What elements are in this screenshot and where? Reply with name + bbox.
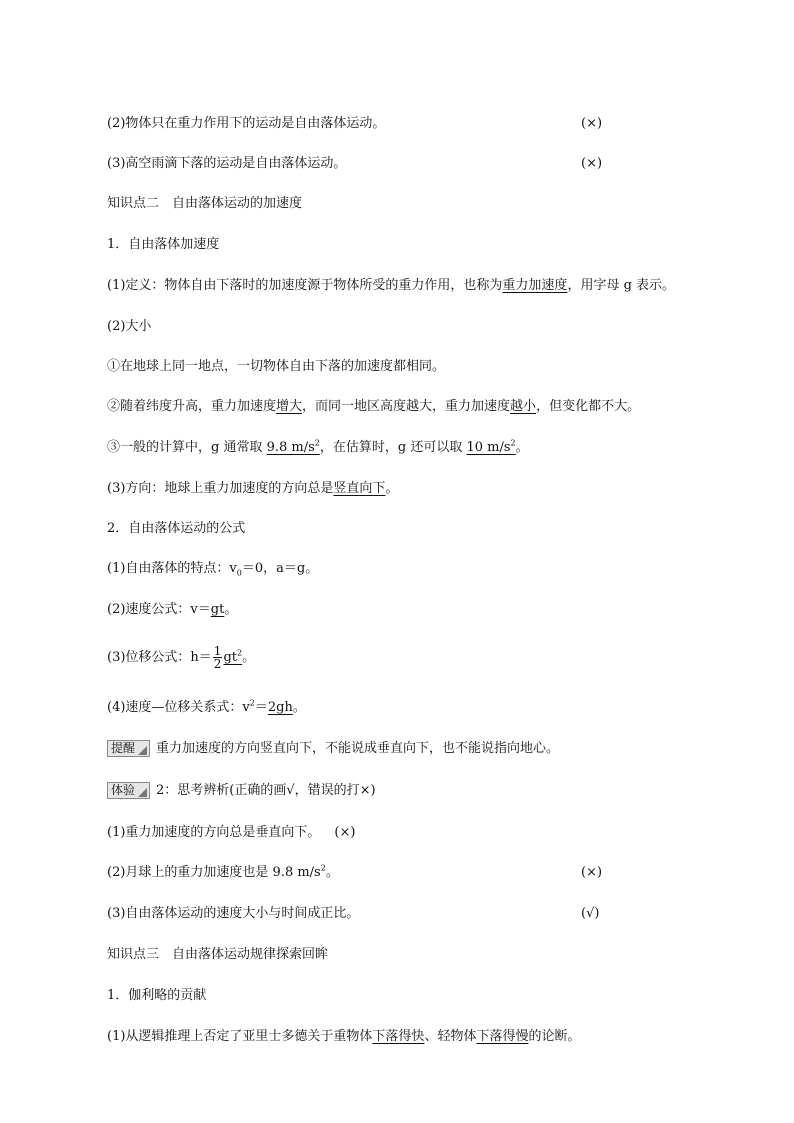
question-3-mark: (×) — [581, 156, 603, 171]
text: 。 — [515, 440, 529, 455]
underlined-answer: 重力加速度 — [502, 278, 568, 293]
unit-text: 9.8 m/s — [266, 440, 315, 455]
underlined-answer: 2gh — [267, 700, 293, 715]
section-heading-kp3: 知识点三 自由落体运动规律探索回眸 — [107, 947, 329, 962]
text: (2)月球上的重力加速度也是 9.8 m/s — [107, 865, 321, 880]
question-2-mark: (×) — [581, 116, 603, 131]
underlined-answer — [212, 644, 243, 671]
question-2: (2)物体只在重力作用下的运动是自由落体运动。 — [107, 116, 386, 131]
text: 。 — [292, 700, 306, 715]
formula-text: gt — [223, 650, 237, 665]
fraction — [213, 645, 223, 670]
underlined-answer: 下落得慢 — [476, 1029, 529, 1044]
experience-badge: 体验 — [107, 782, 150, 799]
text: (1)定义：物体自由下落时的加速度源于物体所受的重力作用，也称为 — [107, 278, 503, 293]
galileo-point-1 — [107, 1028, 580, 1046]
tip-text: 重力加速度的方向竖直向下，不能说成垂直向下，也不能说指向地心。 — [156, 741, 560, 756]
exercise-1 — [107, 824, 355, 842]
experience-text: 2：思考辨析(正确的画√，错误的打×) — [156, 783, 376, 798]
text: (3)位移公式：h＝ — [107, 650, 212, 665]
exercise-3-mark: (√) — [581, 906, 600, 921]
section-heading-kp2: 知识点二 自由落体运动的加速度 — [107, 196, 303, 211]
text: ，用字母 g 表示。 — [567, 278, 676, 293]
superscript: 2 — [510, 438, 516, 448]
text: ③一般的计算中，g 通常取 — [107, 440, 267, 455]
formula-3 — [107, 643, 255, 673]
fraction-numerator: 1 — [213, 644, 222, 658]
underlined-answer: 增大 — [276, 399, 303, 414]
text: 。 — [242, 650, 256, 665]
subheading-acceleration: 1．自由落体加速度 — [107, 237, 220, 252]
text: 、轻物体 — [424, 1029, 477, 1044]
superscript: 2 — [236, 648, 243, 658]
text: (4)速度—位移关系式：v — [107, 700, 250, 715]
underlined-answer: 越小 — [510, 399, 537, 414]
text: (2)速度公式：v＝ — [107, 602, 211, 617]
exercise-2-mark: (×) — [581, 865, 603, 880]
exercise-2 — [107, 864, 339, 882]
subscript: 0 — [236, 568, 242, 578]
text: 。 — [385, 481, 399, 496]
text: ＝ — [254, 700, 268, 715]
underlined-answer: gt — [210, 602, 225, 617]
underlined-answer: 竖直向下 — [333, 481, 386, 496]
subheading-galileo: 1．伽利略的贡献 — [107, 988, 207, 1003]
text: 。 — [325, 865, 339, 880]
exercise-3: (3)自由落体运动的速度大小与时间成正比。 — [107, 906, 360, 921]
fraction-denominator: 2 — [213, 657, 222, 671]
underlined-answer: 下落得快 — [372, 1029, 425, 1044]
underlined-answer — [267, 440, 320, 455]
point-3 — [107, 439, 529, 457]
formula-1 — [107, 560, 318, 578]
unit-text: 10 m/s — [466, 440, 511, 455]
definition-line — [107, 277, 675, 295]
superscript: 2 — [320, 863, 326, 873]
superscript: 2 — [314, 438, 320, 448]
text: ，但变化都不大。 — [536, 399, 641, 414]
exercise-1-mark: (×) — [334, 825, 356, 840]
formula-4 — [107, 699, 306, 717]
text: ＝0，a＝g。 — [241, 561, 319, 576]
text: 。 — [224, 602, 238, 617]
text: (1)从逻辑推理上否定了亚里士多德关于重物体 — [107, 1029, 373, 1044]
text: ，在估算时，g 还可以取 — [319, 440, 467, 455]
text: (3)方向：地球上重力加速度的方向总是 — [107, 481, 334, 496]
text: (1)重力加速度的方向总是垂直向下。 — [107, 825, 321, 840]
experience-line — [107, 782, 376, 800]
superscript: 2 — [249, 698, 255, 708]
tip-badge: 提醒 — [107, 740, 150, 757]
direction-line — [107, 480, 398, 498]
text: (1)自由落体的特点：v — [107, 561, 237, 576]
size-heading: (2)大小 — [107, 319, 152, 334]
text: ，而同一地区高度越大，重力加速度 — [302, 399, 511, 414]
subheading-formulas: 2．自由落体运动的公式 — [107, 521, 246, 536]
text: 的论断。 — [528, 1029, 581, 1044]
underlined-answer — [466, 440, 515, 455]
tip-line — [107, 740, 559, 758]
point-1: ①在地球上同一地点，一切物体自由下落的加速度都相同。 — [107, 359, 446, 374]
text: ②随着纬度升高，重力加速度 — [107, 399, 277, 414]
point-2 — [107, 398, 640, 416]
question-3: (3)高空雨滴下落的运动是自由落体运动。 — [107, 156, 347, 171]
formula-2 — [107, 601, 237, 619]
